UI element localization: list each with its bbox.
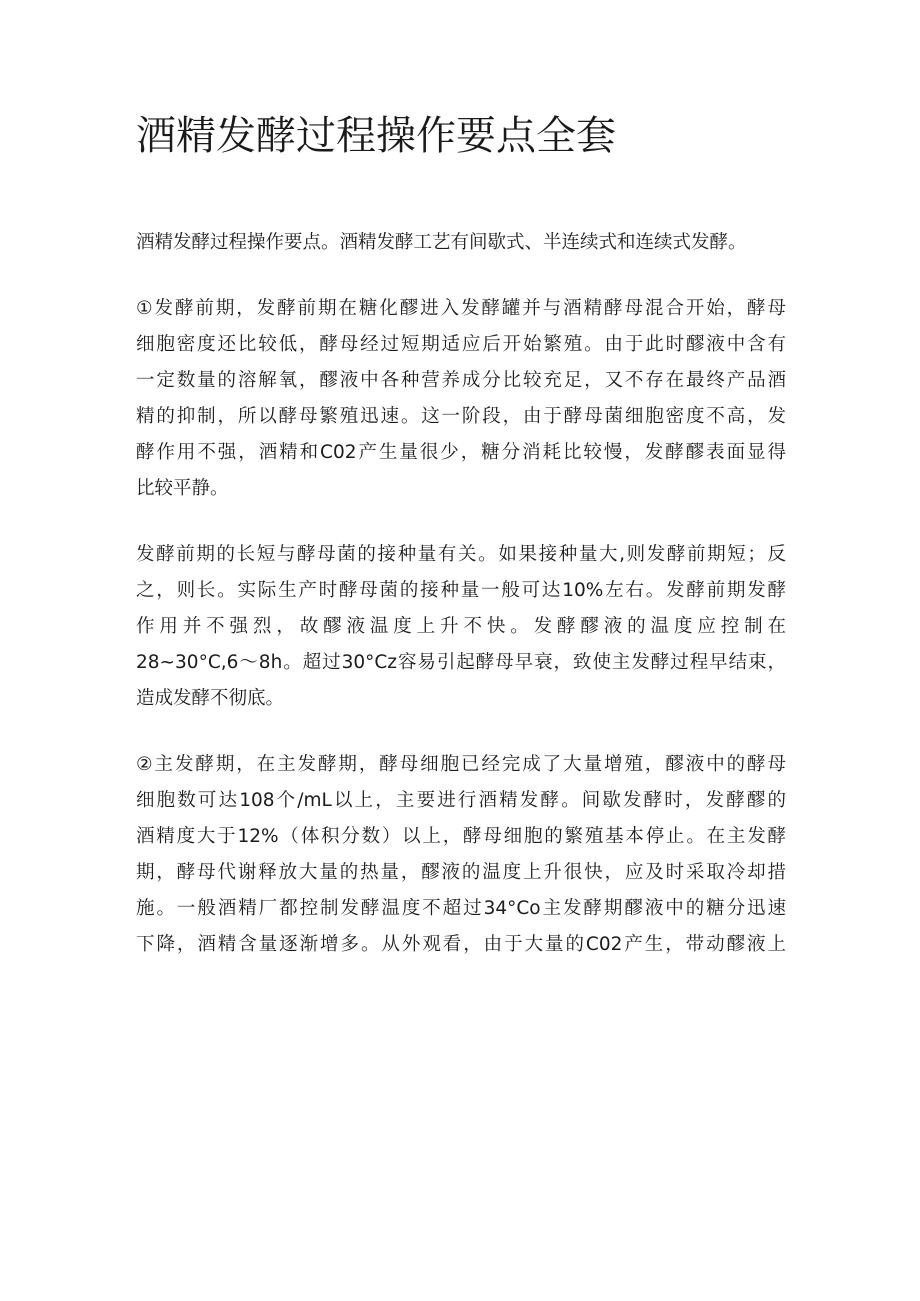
text-line: 一定数量的溶解氧，醪液中各种营养成分比较充足，又不存在最终产品酒: [136, 370, 786, 391]
document-title: 酒精发酵过程操作要点全套: [136, 113, 616, 159]
text-line: 下降，酒精含量逐渐增多。从外观看，由于大量的C02产生，带动醪液上: [136, 934, 786, 955]
text-line: 作用并不强烈，故醪液温度上升不快。发酵醪液的温度应控制在: [136, 616, 786, 637]
text-line: 酵作用不强，酒精和C02产生量很少，糖分消耗比较慢，发酵醪表面显得: [136, 442, 786, 463]
text-line: ②主发酵期，在主发酵期，酵母细胞已经完成了大量增殖，醪液中的酵母: [136, 754, 786, 775]
text-line: 酒精度大于12%（体积分数）以上，酵母细胞的繁殖基本停止。在主发酵: [136, 826, 786, 847]
text-line: 期，酵母代谢释放大量的热量，醪液的温度上升很快，应及时采取冷却措: [136, 862, 786, 883]
paragraph-early-duration: [136, 537, 786, 717]
text-line: ①发酵前期，发酵前期在糖化醪进入发酵罐并与酒精酵母混合开始，酵母: [136, 298, 786, 319]
text-line: 精的抑制，所以酵母繁殖迅速。这一阶段，由于酵母菌细胞密度不高，发: [136, 406, 786, 427]
text-line: 发酵前期的长短与酵母菌的接种量有关。如果接种量大,则发酵前期短；反: [136, 544, 786, 565]
paragraph-early-fermentation: [136, 291, 786, 507]
text-line: 细胞数可达108个/mL以上，主要进行酒精发酵。间歇发酵时，发酵醪的: [136, 790, 786, 811]
document-body: [136, 225, 786, 993]
text-line: 比较平静。: [136, 478, 229, 499]
text-line: 细胞密度还比较低，酵母经过短期适应后开始繁殖。由于此时醪液中含有: [136, 334, 786, 355]
paragraph-main-fermentation: [136, 747, 786, 963]
text-line: 施。一般酒精厂都控制发酵温度不超过34°Co主发酵期醪液中的糖分迅速: [136, 898, 786, 919]
text-line: 酒精发酵过程操作要点。酒精发酵工艺有间歇式、半连续式和连续式发酵。: [136, 232, 747, 253]
text-line: 28~30°C,6～8h。超过30°Cz容易引起酵母早衰，致使主发酵过程早结束，: [136, 652, 786, 673]
paragraph-intro: [136, 225, 786, 261]
text-line: 造成发酵不彻底。: [136, 688, 285, 709]
text-line: 之，则长。实际生产时酵母菌的接种量一般可达10%左右。发酵前期发酵: [136, 580, 786, 601]
